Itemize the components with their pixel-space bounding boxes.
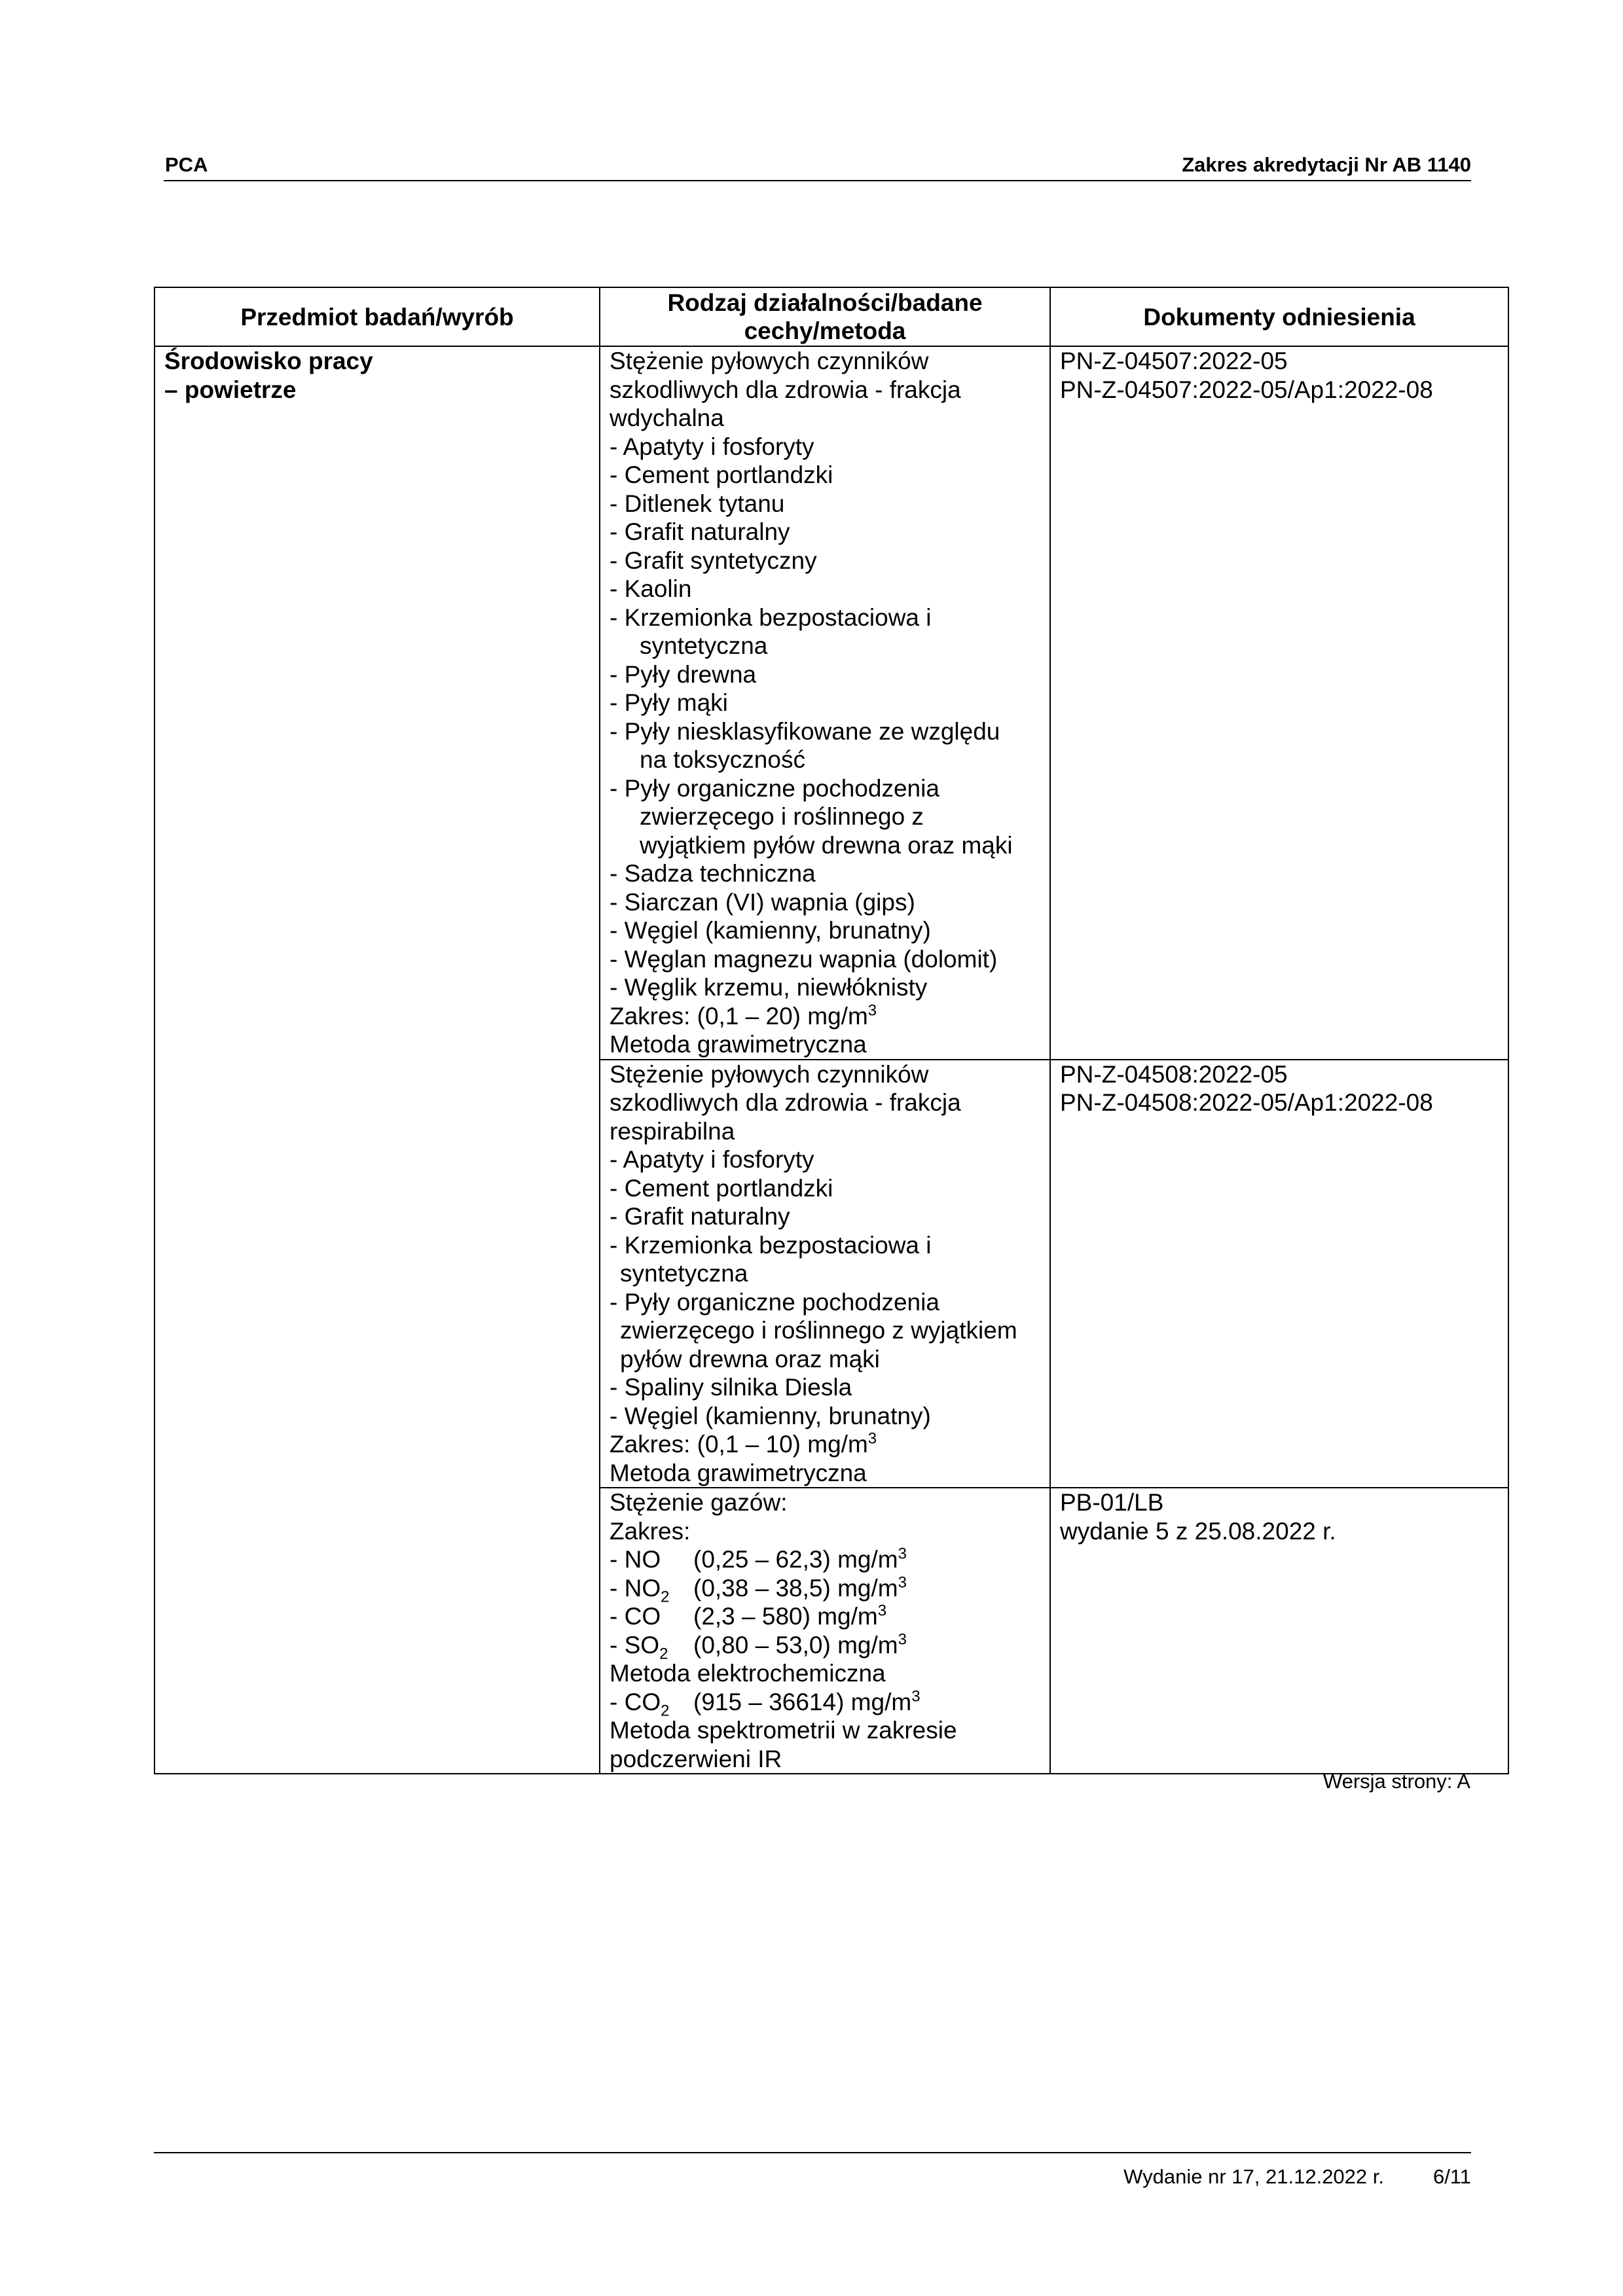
list-item: - Cement portlandzki — [610, 1174, 833, 1202]
gas-range: (915 – 36614) mg/m — [693, 1688, 912, 1715]
intro-line: Zakres: — [610, 1517, 691, 1545]
list-item: - Krzemionka bezpostaciowa i — [610, 1231, 932, 1259]
method-line: Metoda grawimetryczna — [610, 1459, 867, 1486]
list-item: - Grafit syntetyczny — [610, 547, 817, 574]
header-right: Zakres akredytacji Nr AB 1140 — [1182, 153, 1471, 176]
header-divider — [164, 180, 1471, 181]
intro-line: szkodliwych dla zdrowia - frakcja — [610, 1089, 961, 1116]
intro-line: Stężenie gazów: — [610, 1489, 788, 1516]
list-item-continuation: pyłów drewna oraz mąki — [620, 1345, 880, 1372]
list-item-continuation: syntetyczna — [620, 1260, 748, 1287]
intro-line: szkodliwych dla zdrowia - frakcja — [610, 376, 961, 403]
range-line — [610, 1002, 1040, 1031]
gas-range: (0,38 – 38,5) mg/m — [693, 1574, 898, 1602]
gas-subscript: 2 — [661, 1587, 670, 1605]
column-header-documents: Dokumenty odniesienia — [1050, 287, 1508, 346]
list-item: - Pyły niesklasyfikowane ze względu — [610, 717, 1000, 745]
gas-unit-superscript: 3 — [898, 1630, 907, 1649]
method-line: podczerwieni IR — [610, 1745, 782, 1772]
gas-unit-superscript: 3 — [911, 1687, 921, 1706]
method-line: Metoda elektrochemiczna — [610, 1660, 886, 1687]
gas-prefix: - SO — [610, 1631, 660, 1659]
gas-prefix: - NO — [610, 1546, 661, 1573]
gas-unit-superscript: 3 — [877, 1602, 887, 1620]
method-line: Metoda grawimetryczna — [610, 1031, 867, 1058]
footer-page-number: 6/11 — [1432, 2165, 1471, 2188]
gas-range-line — [610, 1545, 1040, 1574]
table-header-row — [155, 287, 1508, 346]
list-item: - Pyły drewna — [610, 660, 757, 688]
list-item: - Sadza techniczna — [610, 860, 816, 887]
footer-edition: Wydanie nr 17, 21.12.2022 r. — [1123, 2165, 1384, 2188]
column-header-activity-line: Rodzaj działalności/badane cechy/metoda — [667, 289, 983, 344]
column-header-activity — [600, 287, 1050, 346]
table-row — [155, 346, 1508, 1060]
range-superscript: 3 — [867, 1429, 877, 1448]
activity-cell — [600, 346, 1050, 1060]
gas-range-line — [610, 1631, 1040, 1660]
list-item: - Ditlenek tytanu — [610, 490, 785, 517]
list-item-continuation: na toksyczność — [640, 746, 805, 773]
intro-line: Stężenie pyłowych czynników — [610, 1060, 929, 1088]
list-item: - Kaolin — [610, 575, 692, 602]
list-item: - Apatyty i fosforyty — [610, 433, 814, 460]
gas-range-line — [610, 1574, 1040, 1603]
gas-name — [610, 1574, 693, 1603]
list-item: - Grafit naturalny — [610, 518, 790, 545]
activity-cell — [600, 1488, 1050, 1774]
documents-cell — [1050, 1488, 1508, 1774]
document-reference: PN-Z-04508:2022-05 — [1060, 1060, 1288, 1088]
accreditation-table — [154, 287, 1509, 1774]
documents-cell — [1050, 346, 1508, 1060]
list-item: - Siarczan (VI) wapnia (gips) — [610, 888, 915, 916]
list-item-continuation: zwierzęcego i roślinnego z wyjątkiem — [620, 1317, 1017, 1344]
range-text: Zakres: (0,1 – 20) mg/m — [610, 1002, 868, 1030]
gas-name — [610, 1602, 693, 1631]
document-reference: PN-Z-04508:2022-05/Ap1:2022-08 — [1060, 1089, 1433, 1116]
list-item-continuation: zwierzęcego i roślinnego z — [640, 803, 924, 830]
gas-subscript: 2 — [659, 1644, 668, 1662]
page-version: Wersja strony: A — [1322, 1770, 1470, 1793]
gas-name — [610, 1545, 693, 1574]
document-reference: PN-Z-04507:2022-05 — [1060, 348, 1288, 374]
gas-range: (0,80 – 53,0) mg/m — [693, 1631, 898, 1659]
list-item: - Węglan magnezu wapnia (dolomit) — [610, 945, 998, 973]
intro-line: respirabilna — [610, 1117, 735, 1145]
list-item: - Krzemionka bezpostaciowa i — [610, 603, 932, 631]
gas-range-line — [610, 1602, 1040, 1631]
gas-range-line — [610, 1688, 1040, 1717]
gas-subscript: 2 — [661, 1701, 670, 1719]
gas-unit-superscript: 3 — [898, 1545, 907, 1563]
gas-name — [610, 1631, 693, 1660]
document-reference: PB-01/LB — [1060, 1489, 1164, 1516]
documents-cell — [1050, 1060, 1508, 1488]
activity-cell — [600, 1060, 1050, 1488]
gas-name — [610, 1688, 693, 1717]
list-item: - Węglik krzemu, niewłóknisty — [610, 974, 928, 1001]
list-item-continuation: wyjątkiem pyłów drewna oraz mąki — [640, 831, 1013, 859]
subject-line-1: Środowisko pracy — [164, 348, 373, 374]
header-left: PCA — [165, 153, 208, 176]
subject-cell — [155, 346, 600, 1774]
list-item: - Spaliny silnika Diesla — [610, 1374, 852, 1401]
intro-line: wdychalna — [610, 404, 724, 431]
list-item: - Apatyty i fosforyty — [610, 1146, 814, 1173]
list-item: - Cement portlandzki — [610, 461, 833, 488]
list-item: - Grafit naturalny — [610, 1203, 790, 1230]
list-item: - Pyły organiczne pochodzenia — [610, 774, 939, 802]
range-text: Zakres: (0,1 – 10) mg/m — [610, 1431, 868, 1458]
column-header-subject: Przedmiot badań/wyrób — [155, 287, 600, 346]
gas-prefix: - CO — [610, 1688, 661, 1715]
gas-prefix: - NO — [610, 1574, 661, 1602]
list-item: - Pyły organiczne pochodzenia — [610, 1288, 939, 1316]
range-superscript: 3 — [867, 1001, 877, 1020]
list-item-continuation: syntetyczna — [640, 632, 768, 659]
document-reference: wydanie 5 z 25.08.2022 r. — [1060, 1517, 1336, 1545]
gas-range: (2,3 – 580) mg/m — [693, 1603, 878, 1630]
gas-unit-superscript: 3 — [898, 1573, 907, 1592]
range-line — [610, 1430, 1040, 1459]
document-reference: PN-Z-04507:2022-05/Ap1:2022-08 — [1060, 376, 1433, 403]
gas-range: (0,25 – 62,3) mg/m — [693, 1546, 898, 1573]
list-item: - Węgiel (kamienny, brunatny) — [610, 1402, 931, 1429]
intro-line: Stężenie pyłowych czynników — [610, 348, 929, 374]
list-item: - Węgiel (kamienny, brunatny) — [610, 917, 931, 944]
method-line: Metoda spektrometrii w zakresie — [610, 1717, 957, 1744]
subject-line-2: – powietrze — [164, 376, 297, 403]
footer-divider — [154, 2152, 1471, 2153]
gas-prefix: - CO — [610, 1603, 661, 1630]
list-item: - Pyły mąki — [610, 689, 728, 716]
